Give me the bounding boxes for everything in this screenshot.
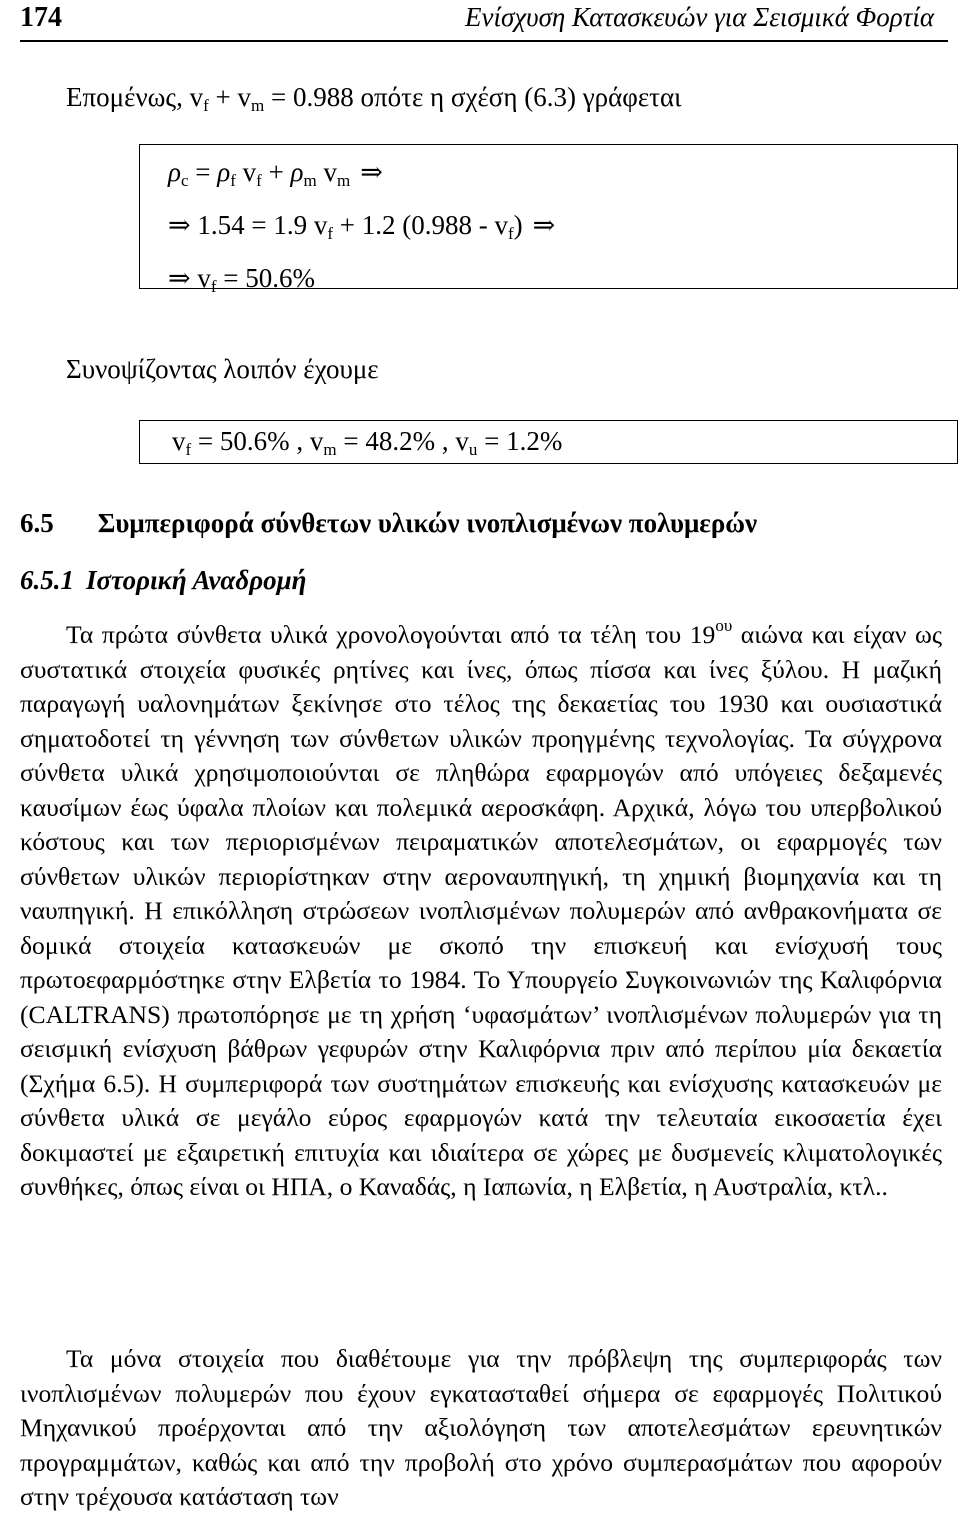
- implies-arrow: ⇒: [168, 263, 191, 293]
- eq-text: v: [190, 263, 211, 293]
- subscript: u: [468, 440, 478, 459]
- eq-text: = 48.2% , v: [336, 426, 469, 456]
- intro-text: + v: [208, 82, 252, 112]
- subscript: m: [303, 171, 317, 190]
- running-title: Ενίσχυση Κατασκευών για Σεισμικά Φορτία: [465, 2, 934, 32]
- subscript: c: [180, 171, 189, 190]
- subscript: m: [337, 171, 351, 190]
- eq-text: v: [235, 157, 257, 187]
- intro-line: [66, 80, 681, 114]
- equation-2: [168, 208, 555, 242]
- subscript: f: [230, 171, 236, 190]
- subscript: f: [256, 171, 262, 190]
- paragraph-text: Τα πρώτα σύνθετα υλικά χρονολογούνται από τα τέλη του 19: [66, 620, 716, 649]
- subscript: f: [508, 224, 514, 243]
- eq-text: +: [261, 157, 291, 187]
- eq-text: v: [316, 157, 337, 187]
- equation-1: [168, 155, 383, 189]
- equation-3: [168, 261, 315, 295]
- rho-symbol: ρ: [168, 157, 181, 187]
- eq-text: =: [188, 157, 218, 187]
- eq-text: = 50.6% , v: [191, 426, 324, 456]
- subsection-title: Ιστορική Αναδρομή: [86, 565, 307, 595]
- subscript: m: [251, 96, 265, 115]
- eq-text: 1.54 = 1.9 v: [190, 210, 328, 240]
- subscript: f: [327, 224, 334, 243]
- paragraph-text: αιώνα και είχαν ως συστατικά στοιχεία φυσικές ρητίνες και ίνες, όπως πίσσα και ίνες ξύλου. Η μαζική παραγωγή υαλονημάτων ξεκίνησε στο τέλος της δεκαετίας του 1930 και ουσιαστικά σηματοδοτεί τη γέννηση των σύνθετων υλικών προηγμένης τεχνολογίας. Τα σύγχρονα σύνθετα υλικά χρησιμοποιούνται σε πληθώρα εφαρμογών από υπόγειες δεξαμενές καυσίμων έως ύφαλα πλοίων και πολεμικά αεροσκάφη. Αρχικά, λόγω του υπερβολικού κόστους και των περιορισμένων πειραματικών αποτελεσμάτων, οι εφαρμογές των σύνθετων υλικών περιορίστηκαν στην αεροναυπηγική, τη χημική βιομηχανία και τη ναυπηγική. Η επικόλληση στρώσεων ινοπλισμένων πολυμερών από ανθρακονήματα σε δομικά στοιχεία κατασκευών με σκοπό την επισκευή και ενίσχυσή τους πρωτοεφαρμόστηκε στην Ελβετία το 1984. Το Υπουργείο Συγκοινωνιών της Καλιφόρνια (CALTRANS) πρωτοπόρησε με τη χρήση ‘υφασμάτων’ ινοπλισμένων πολυμερών για τη σεισμική ενίσχυση βάθρων γεφυρών στην Καλιφόρνια πριν από περίπου μία δεκαετία (Σχήμα 6.5). Η συμπεριφορά των συστημάτων επισκευής και ενίσχυσης κατασκευών με σύνθετα υλικά σε μεγάλο εύρος εφαρμογών κατά την τελευταία εικοσαετία έχει δοκιμαστεί με εξαιρετική επιτυχία και ιδιαίτερα σε χώρες με δυσμενείς κλιματολογικές συνθήκες, όπως είναι οι ΗΠΑ, ο Καναδάς, η Ιαπωνία, η Ελβετία, η Αυστραλία, κτλ..: [20, 620, 942, 1201]
- running-header: [20, 0, 948, 42]
- implies-arrow: ⇒: [532, 210, 556, 240]
- page-number: 174: [20, 2, 62, 33]
- eq-text: v: [172, 426, 186, 456]
- intro-text: = 0.988 οπότε η σχέση (6.3) γράφεται: [264, 82, 682, 112]
- rho-symbol: ρ: [290, 157, 304, 187]
- subsection-number: 6.5.1: [20, 565, 74, 595]
- subscript: f: [185, 440, 192, 459]
- eq-text: = 50.6%: [216, 263, 316, 293]
- subscript: f: [210, 277, 217, 296]
- superscript: ου: [715, 616, 733, 635]
- intro-text: Επομένως, v: [66, 82, 204, 112]
- implies-arrow: ⇒: [360, 157, 383, 187]
- paragraph-prediction: Τα μόνα στοιχεία που διαθέτουμε για την πρόβλεψη της συμπεριφοράς των ινοπλισμένων πολυμερών που έχουν εγκατασταθεί σήμερα σε εφαρμογές Πολιτικού Μηχανικού προέρχονται από την αξιολόγηση των αποτελεσμάτων ερευνητικών προγραμμάτων, καθώς και από την προβολή στο χρόνο συμπερασμάτων που αφορούν στην τρέχουσα κατάσταση των: [20, 1344, 942, 1511]
- section-heading: [20, 508, 757, 539]
- implies-arrow: ⇒: [168, 210, 191, 240]
- subscript: m: [323, 440, 337, 459]
- subscript: f: [203, 96, 209, 115]
- eq-text: = 1.2%: [477, 426, 563, 456]
- subsection-heading: [20, 565, 306, 596]
- rho-symbol: ρ: [217, 157, 231, 187]
- section-title: Συμπεριφορά σύνθετων υλικών ινοπλισμένων πολυμερών: [97, 508, 758, 538]
- eq-text: + 1.2 (0.988 - v: [333, 210, 508, 240]
- summary-values: [172, 424, 562, 458]
- summary-text: Συνοψίζοντας λοιπόν έχουμε: [66, 354, 379, 384]
- section-number: 6.5: [20, 508, 54, 538]
- paragraph-history: [20, 618, 942, 1205]
- eq-text: ): [513, 210, 523, 240]
